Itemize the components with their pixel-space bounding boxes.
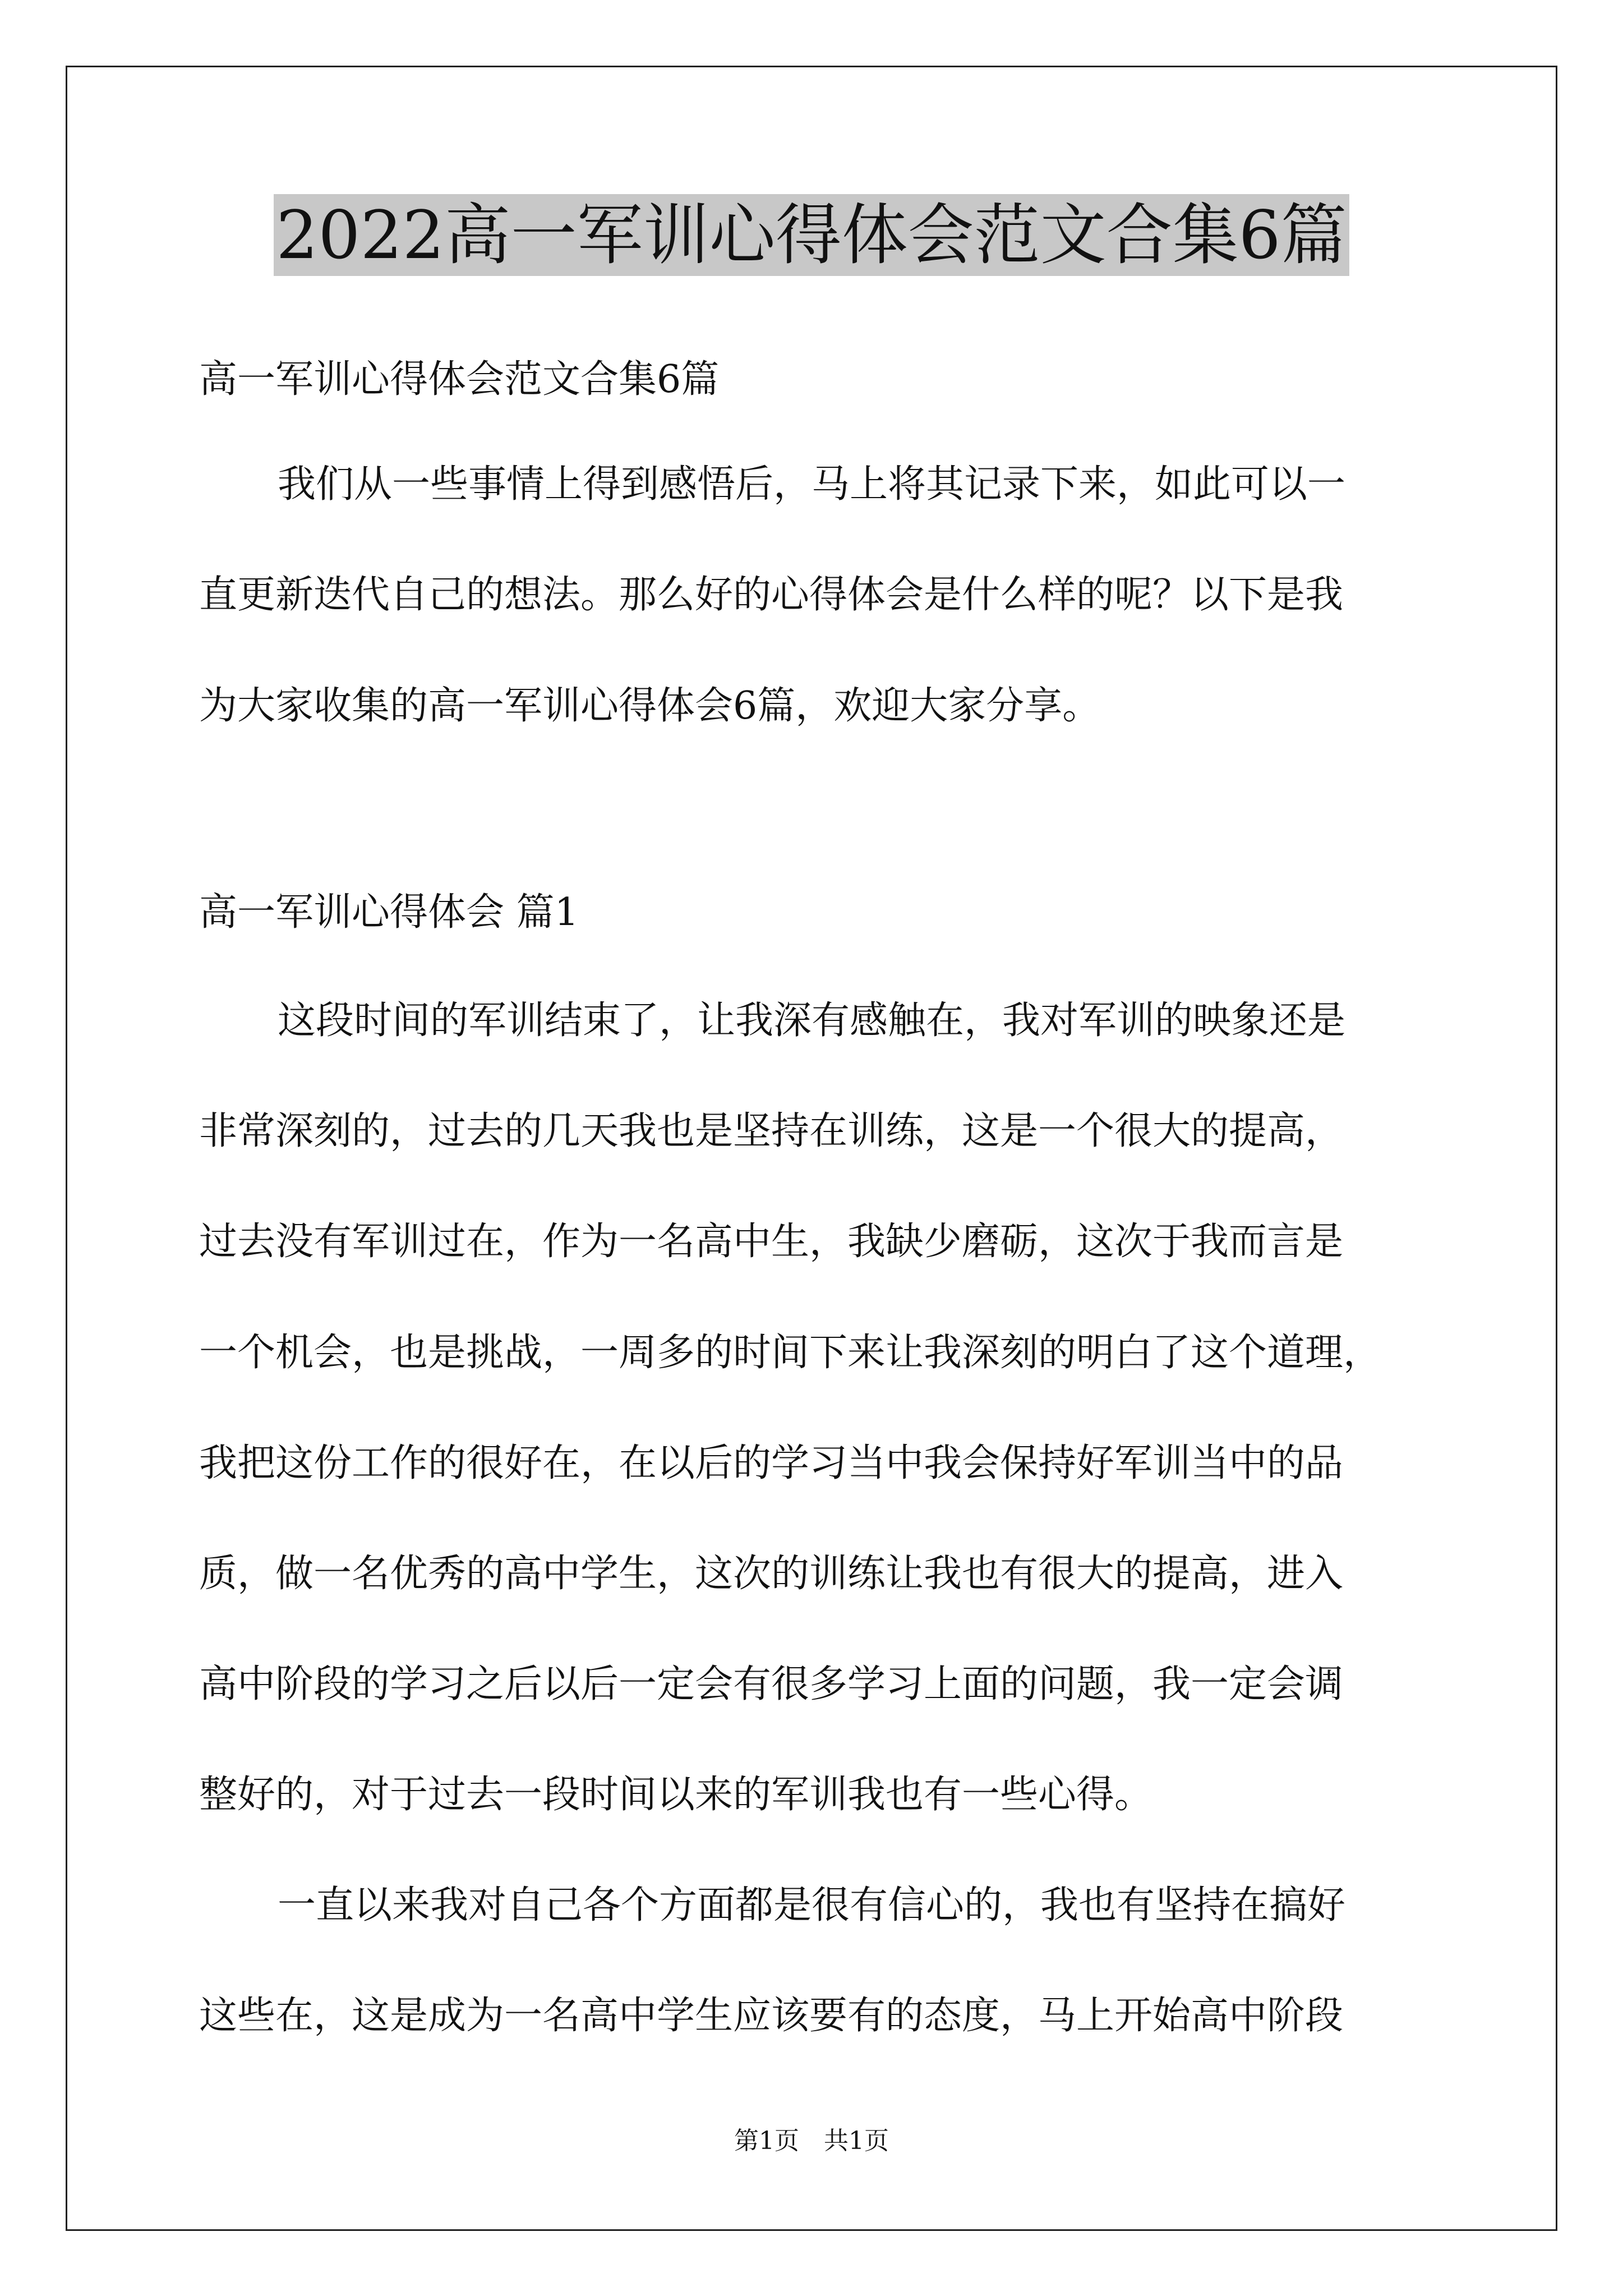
paragraph1-line-2: 非常深刻的，过去的几天我也是坚持在训练，这是一个很大的提高， bbox=[199, 1109, 1344, 1153]
paragraph1-line-5: 我把这份工作的很好在，在以后的学习当中我会保持好军训当中的品 bbox=[199, 1441, 1344, 1485]
paragraph1-line-8: 整好的，对于过去一段时间以来的军训我也有一些心得。 bbox=[199, 1773, 1153, 1817]
intro-line-1: 我们从一些事情上得到感悟后，马上将其记录下来，如此可以一 bbox=[278, 462, 1346, 507]
page-number-footer: 第1页 共1页 bbox=[734, 2127, 889, 2155]
document-subtitle: 高一军训心得体会范文合集6篇 bbox=[199, 357, 720, 402]
paragraph1-line-4: 一个机会，也是挑战，一周多的时间下来让我深刻的明白了这个道理， bbox=[199, 1331, 1382, 1375]
paragraph2-line-1: 一直以来我对自己各个方面都是很有信心的，我也有坚持在搞好 bbox=[278, 1883, 1346, 1927]
paragraph1-line-3: 过去没有军训过在，作为一名高中生，我缺少磨砺，这次于我而言是 bbox=[199, 1220, 1344, 1264]
paragraph1-line-7: 高中阶段的学习之后以后一定会有很多学习上面的问题，我一定会调 bbox=[199, 1662, 1344, 1706]
document-title-text: 2022高一军训心得体会范文合集6篇 bbox=[274, 194, 1349, 276]
intro-line-2: 直更新迭代自己的想法。那么好的心得体会是什么样的呢？以下是我 bbox=[199, 573, 1344, 617]
paragraph1-line-6: 质，做一名优秀的高中学生，这次的训练让我也有很大的提高，进入 bbox=[199, 1552, 1344, 1596]
paragraph2-line-2: 这些在，这是成为一名高中学生应该要有的态度，马上开始高中阶段 bbox=[199, 1994, 1344, 2038]
section-heading: 高一军训心得体会 篇1 bbox=[199, 890, 579, 935]
paragraph1-line-1: 这段时间的军训结束了，让我深有感触在，我对军训的映象还是 bbox=[278, 999, 1346, 1043]
intro-line-3: 为大家收集的高一军训心得体会6篇，欢迎大家分享。 bbox=[199, 684, 1101, 728]
document-title bbox=[0, 196, 1623, 274]
